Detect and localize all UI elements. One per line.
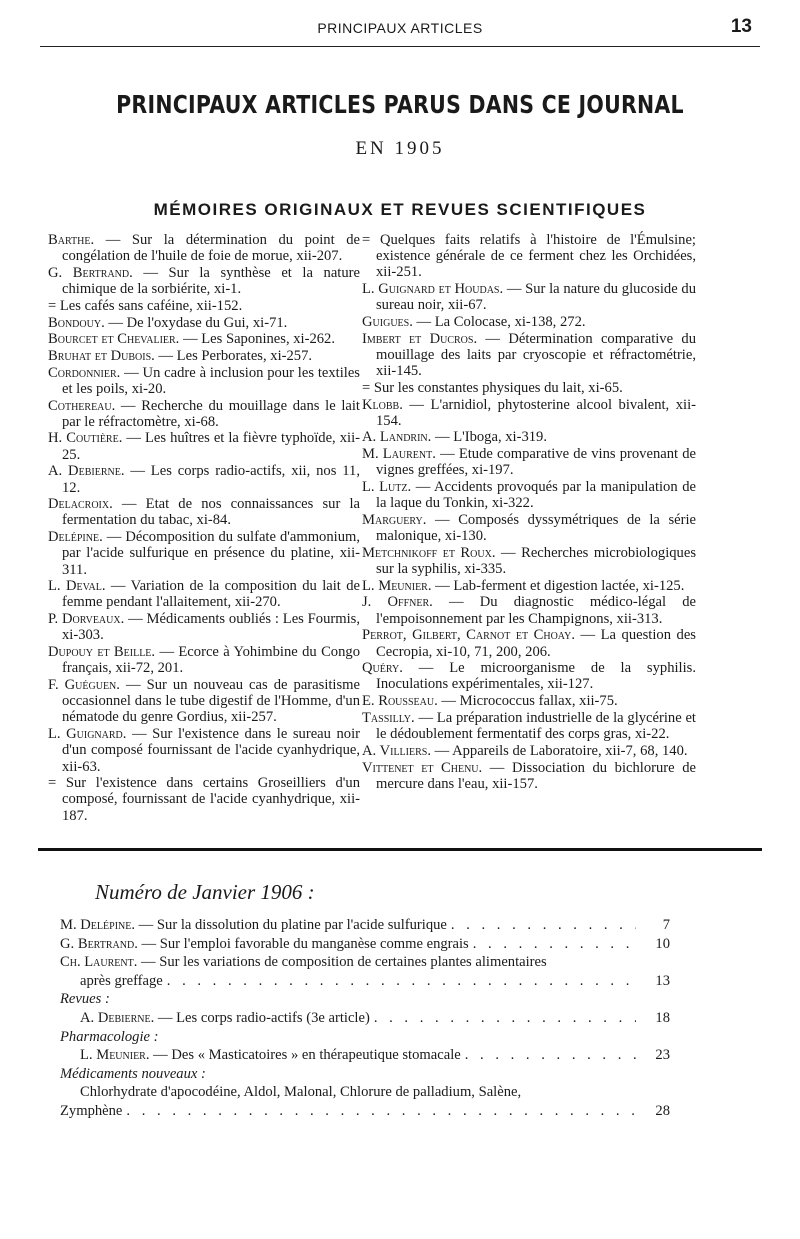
article-entry: Vittenet et Chenu. — Dissociation du bichlorure de mercure dans l'eau, xii-157. [362, 759, 697, 792]
toc-entry: Chlorhydrate d'apocodéine, Aldol, Malonal, Chlorure de palladium, Salène, [80, 1084, 522, 1101]
issue-contents [60, 916, 670, 1121]
toc-page-number: 28 [655, 1102, 670, 1119]
article-entry: Klobb. — L'arnidiol, phytosterine alcool bivalent, xii-154. [362, 396, 696, 429]
leader-dots [167, 972, 636, 991]
toc-page-number: 10 [655, 935, 670, 952]
article-entry: A. Debierne. — Les corps radio-actifs, xii, nos 11, 12. [48, 463, 360, 496]
toc-page-number: 13 [655, 972, 670, 989]
article-entry: Bruhat et Dubois. — Les Perborates, xi-257. [48, 347, 313, 364]
article-entry: = Sur les constantes physiques du lait, xi-65. [362, 379, 623, 396]
article-entry: P. Dorveaux. — Médicaments oubliés : Les Fourmis, xi-303. [48, 611, 360, 644]
article-entry: Marguery. — Composés dyssymétriques de la série malonique, xi-130. [362, 511, 696, 545]
toc-entry-continued: après greffage . . . 13 [60, 972, 670, 991]
article-entry: Bourcet et Chevalier. — Les Saponines, xi-262. [48, 331, 335, 348]
toc-subheading: Pharmacologie : [60, 1028, 159, 1045]
article-entry: Delépine. — Décomposition du sulfate d'ammonium, par l'acide sulfurique en présence du platine, xii-311. [48, 529, 360, 578]
article-entry: Cordonnier. — Un cadre à inclusion pour les textiles et les poils, xi-20. [48, 364, 360, 397]
article-entry: L. Meunier. — Lab-ferment et digestion lactée, xi-125. [362, 577, 685, 594]
toc-entry: M. Delépine. — Sur la dissolution du platine par l'acide sulfurique . . . 7 [60, 916, 670, 935]
article-entry: = Les cafés sans caféine, xii-152. [48, 297, 243, 314]
toc-entry: Ch. Laurent. — Sur les variations de composition de certaines plantes alimentaires [60, 954, 547, 971]
article-entry: L. Guignard. — Sur l'existence dans le sureau noir d'un composé fournissant de l'acide cyanhydrique, xii-63. [48, 726, 360, 775]
running-title: PRINCIPAUX ARTICLES [317, 20, 483, 36]
section-heading: MÉMOIRES ORIGINAUX ET REVUES SCIENTIFIQUES [153, 200, 647, 219]
left-column [48, 232, 360, 824]
toc-entry: L. Meunier. — Des « Masticatoires » en thérapeutique stomacale . . . 23 [60, 1046, 670, 1065]
toc-page-number: 23 [655, 1047, 670, 1064]
toc-page-number: 7 [662, 917, 670, 933]
toc-subheading: Revues : [60, 991, 110, 1008]
article-entry: = Sur l'existence dans certains Groseilliers d'un composé, fournissant de l'acide cyanhydrique, xii-187. [48, 775, 360, 824]
article-entry: Guigues. — La Colocase, xi-138, 272. [362, 314, 586, 331]
running-header [40, 10, 760, 47]
article-entry: = Quelques faits relatifs à l'histoire de l'Émulsine; existence générale de ce ferment chez les Orchidées, xii-251. [362, 232, 696, 281]
article-entry: L. Guignard et Houdas. — Sur la nature du glucoside du sureau noir, xii-67. [362, 281, 696, 314]
toc-subheading: Médicaments nouveaux : [60, 1065, 206, 1082]
article-entry: Cothereau. — Recherche du mouillage dans le lait par le réfractomètre, xi-68. [48, 397, 360, 430]
year-subtitle: EN 1905 [355, 138, 445, 159]
article-entry: Dupouy et Beille. — Ecorce à Yohimbine du Congo français, xii-72, 201. [48, 644, 360, 677]
leader-dots [126, 1102, 636, 1121]
section-divider [38, 848, 762, 851]
article-entry: A. Landrin. — L'Iboga, xi-319. [362, 429, 548, 446]
article-entry: Delacroix. — Etat de nos connaissances sur la fermentation du tabac, xi-84. [48, 496, 360, 529]
article-entry: Quéry. — Le microorganisme de la syphilis. Inoculations expérimentales, xii-127. [362, 660, 696, 693]
page-number: 13 [730, 16, 752, 37]
article-entry: H. Coutière. — Les huîtres et la fièvre typhoïde, xii-25. [48, 430, 360, 463]
leader-dots [451, 916, 636, 935]
page-title: PRINCIPAUX ARTICLES PARUS DANS CE JOURNAL [116, 90, 684, 119]
leader-dots [473, 935, 636, 954]
article-entry: L. Lutz. — Accidents provoqués par la manipulation de la laque du Tonkin, xi-322. [362, 479, 696, 512]
article-entry: Barthe. — Sur la détermination du point de congélation de l'huile de foie de morue, xii-207. [48, 232, 360, 265]
article-entry: A. Villiers. — Appareils de Laboratoire, xii-7, 68, 140. [362, 742, 688, 759]
article-entry: L. Deval. — Variation de la composition du lait de femme pendant l'allaitement, xii-270. [48, 578, 360, 611]
toc-entry: G. Bertrand. — Sur l'emploi favorable du manganèse comme engrais . . . 10 [60, 935, 670, 954]
toc-page-number: 18 [655, 1009, 670, 1026]
article-entry: E. Rousseau. — Micrococcus fallax, xii-75. [362, 693, 618, 710]
issue-heading: Numéro de Janvier 1906 : [95, 880, 315, 904]
article-entry: Tassilly. — La préparation industrielle de la glycérine et le dédoublement fermentatif des corps gras, xi-22. [362, 709, 696, 743]
article-entry: J. Offner. — Du diagnostic médico-légal de l'empoisonnement par les Champignons, xii-313. [362, 594, 696, 627]
leader-dots [374, 1009, 636, 1028]
article-entry: F. Guéguen. — Sur un nouveau cas de parasitisme occasionnel dans le tube digestif de l'Homme, d'un nématode du genre Gordius, xii-257. [48, 676, 360, 726]
toc-entry-continued: Zymphène . . . 28 [60, 1102, 670, 1121]
article-entry: Metchnikoff et Roux. — Recherches microbiologiques sur la syphilis, xi-335. [362, 544, 696, 578]
article-entry: Imbert et Ducros. — Détermination comparative du mouillage des laits par cryoscopie et réfractométrie, xii-145. [362, 330, 696, 380]
toc-entry: A. Debierne. — Les corps radio-actifs (3e article) . . . 18 [60, 1009, 670, 1028]
leader-dots [465, 1046, 636, 1065]
article-entry: M. Laurent. — Etude comparative de vins provenant de vignes greffées, xi-197. [362, 446, 696, 479]
article-entry: Perrot, Gilbert, Carnot et Choay. — La question des Cecropia, xi-10, 71, 200, 206. [362, 627, 696, 660]
article-entry: G. Bertrand. — Sur la synthèse et la nature chimique de la sorbiérite, xi-1. [48, 264, 360, 298]
article-entry: Bondouy. — De l'oxydase du Gui, xi-71. [48, 314, 288, 331]
right-column [362, 232, 696, 792]
